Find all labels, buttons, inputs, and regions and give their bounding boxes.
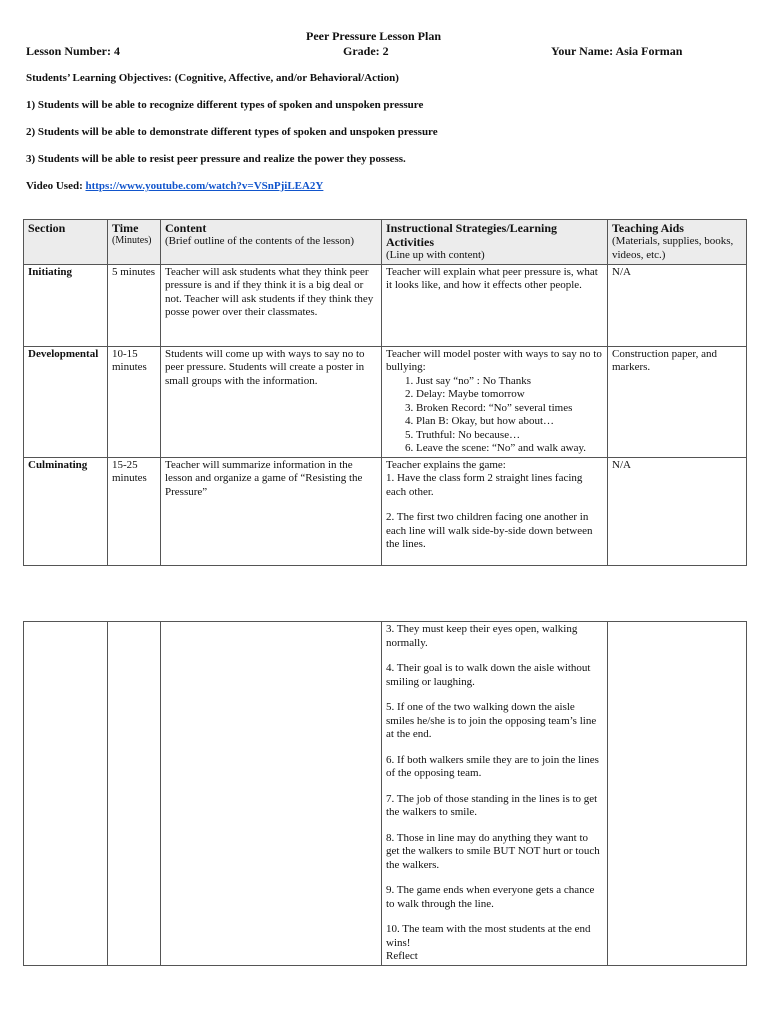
game-step: 5. If one of the two walking down the aisle smiles he/she is to join the opposing team’s line at the end.: [386, 701, 597, 740]
row-time: 15-25 minutes: [108, 457, 161, 565]
table-row: [24, 264, 747, 346]
table-header-row: [24, 220, 747, 265]
empty-cell: [108, 622, 161, 966]
table-row: [24, 622, 747, 966]
list-item: 2. Delay: Maybe tomorrow: [416, 388, 603, 402]
row-strategy: [382, 457, 608, 565]
objective-1: 1) Students will be able to recognize different types of spoken and unspoken pressure: [26, 99, 424, 111]
game-step: 10. The team with the most students at the end wins!: [386, 923, 591, 949]
continued-steps-cell: [382, 622, 608, 966]
empty-cell: [608, 622, 747, 966]
game-step: 6. If both walkers smile they are to join the lines of the opposing team.: [386, 753, 599, 779]
video-link[interactable]: https://www.youtube.com/watch?v=VSnPjiLEA2Y: [85, 180, 324, 192]
game-step: 8. Those in line may do anything they want to get the walkers to smile BUT NOT hurt or touch the walkers.: [386, 831, 600, 871]
row-aids: Construction paper, and markers.: [608, 346, 747, 457]
objectives-heading: Students’ Learning Objectives: (Cognitive, Affective, and/or Behavioral/Action): [26, 72, 399, 84]
row-strategy: Teacher will explain what peer pressure is, what it looks like, and how it effects other people.: [382, 264, 608, 346]
row-content: Teacher will ask students what they think peer pressure is and if they think it is a big deal or not. Teacher will ask students if they think they posse power over their classmates.: [161, 264, 382, 346]
reflect-label: Reflect: [386, 950, 418, 962]
row-time: 5 minutes: [108, 264, 161, 346]
row-aids: N/A: [608, 457, 747, 565]
list-item: 5. Truthful: No because…: [416, 429, 603, 443]
game-step: 1. Have the class form 2 straight lines facing each other.: [386, 472, 583, 498]
list-item: 6. Leave the scene: “No” and walk away.: [416, 442, 603, 456]
table-row: [24, 346, 747, 457]
header-content: Content (Brief outline of the contents of the lesson): [161, 220, 382, 265]
row-section: Developmental: [24, 346, 108, 457]
lesson-number: Lesson Number: 4: [26, 44, 121, 58]
header-strategies: Instructional Strategies/Learning Activities (Line up with content): [382, 220, 608, 265]
objective-3: 3) Students will be able to resist peer pressure and realize the power they possess.: [26, 153, 406, 165]
continued-table: [23, 621, 747, 966]
strategy-list: [386, 375, 603, 456]
row-aids: N/A: [608, 264, 747, 346]
lesson-table: [23, 219, 747, 566]
row-time: 10-15 minutes: [108, 346, 161, 457]
empty-cell: [161, 622, 382, 966]
video-label: Video Used:: [26, 180, 83, 192]
your-name: Your Name: Asia Forman: [551, 44, 683, 58]
row-section: Culminating: [24, 457, 108, 565]
game-step: 4. Their goal is to walk down the aisle without smiling or laughing.: [386, 662, 591, 688]
video-used: [26, 180, 323, 192]
table-row: [24, 457, 747, 565]
strategy-intro: Teacher explains the game:: [386, 458, 506, 471]
row-content: Teacher will summarize information in the lesson and organize a game of “Resisting the Pressure”: [161, 457, 382, 565]
row-section: Initiating: [24, 264, 108, 346]
objective-2: 2) Students will be able to demonstrate different types of spoken and unspoken pressure: [26, 126, 438, 138]
game-step: 2. The first two children facing one another in each line will walk side-by-side down between the lines.: [386, 511, 593, 550]
header-teaching-aids: Teaching Aids (Materials, supplies, books, videos, etc.): [608, 220, 747, 265]
strategy-intro: Teacher will model poster with ways to say no to bullying:: [386, 347, 602, 373]
document-title: Peer Pressure Lesson Plan: [306, 29, 441, 43]
list-item: 4. Plan B: Okay, but how about…: [416, 415, 603, 429]
game-step: 3. They must keep their eyes open, walking normally.: [386, 623, 578, 649]
header-time: Time (Minutes): [108, 220, 161, 265]
game-step: 9. The game ends when everyone gets a chance to walk through the line.: [386, 884, 595, 910]
header-section: Section: [24, 220, 108, 265]
game-step: 7. The job of those standing in the lines is to get the walkers to smile.: [386, 792, 598, 818]
list-item: 1. Just say “no” : No Thanks: [416, 375, 603, 389]
empty-cell: [24, 622, 108, 966]
row-content: Students will come up with ways to say no to peer pressure. Students will create a poster in small groups with the information.: [161, 346, 382, 457]
grade: Grade: 2: [343, 44, 389, 58]
row-strategy: [382, 346, 608, 457]
list-item: 3. Broken Record: “No” several times: [416, 402, 603, 416]
